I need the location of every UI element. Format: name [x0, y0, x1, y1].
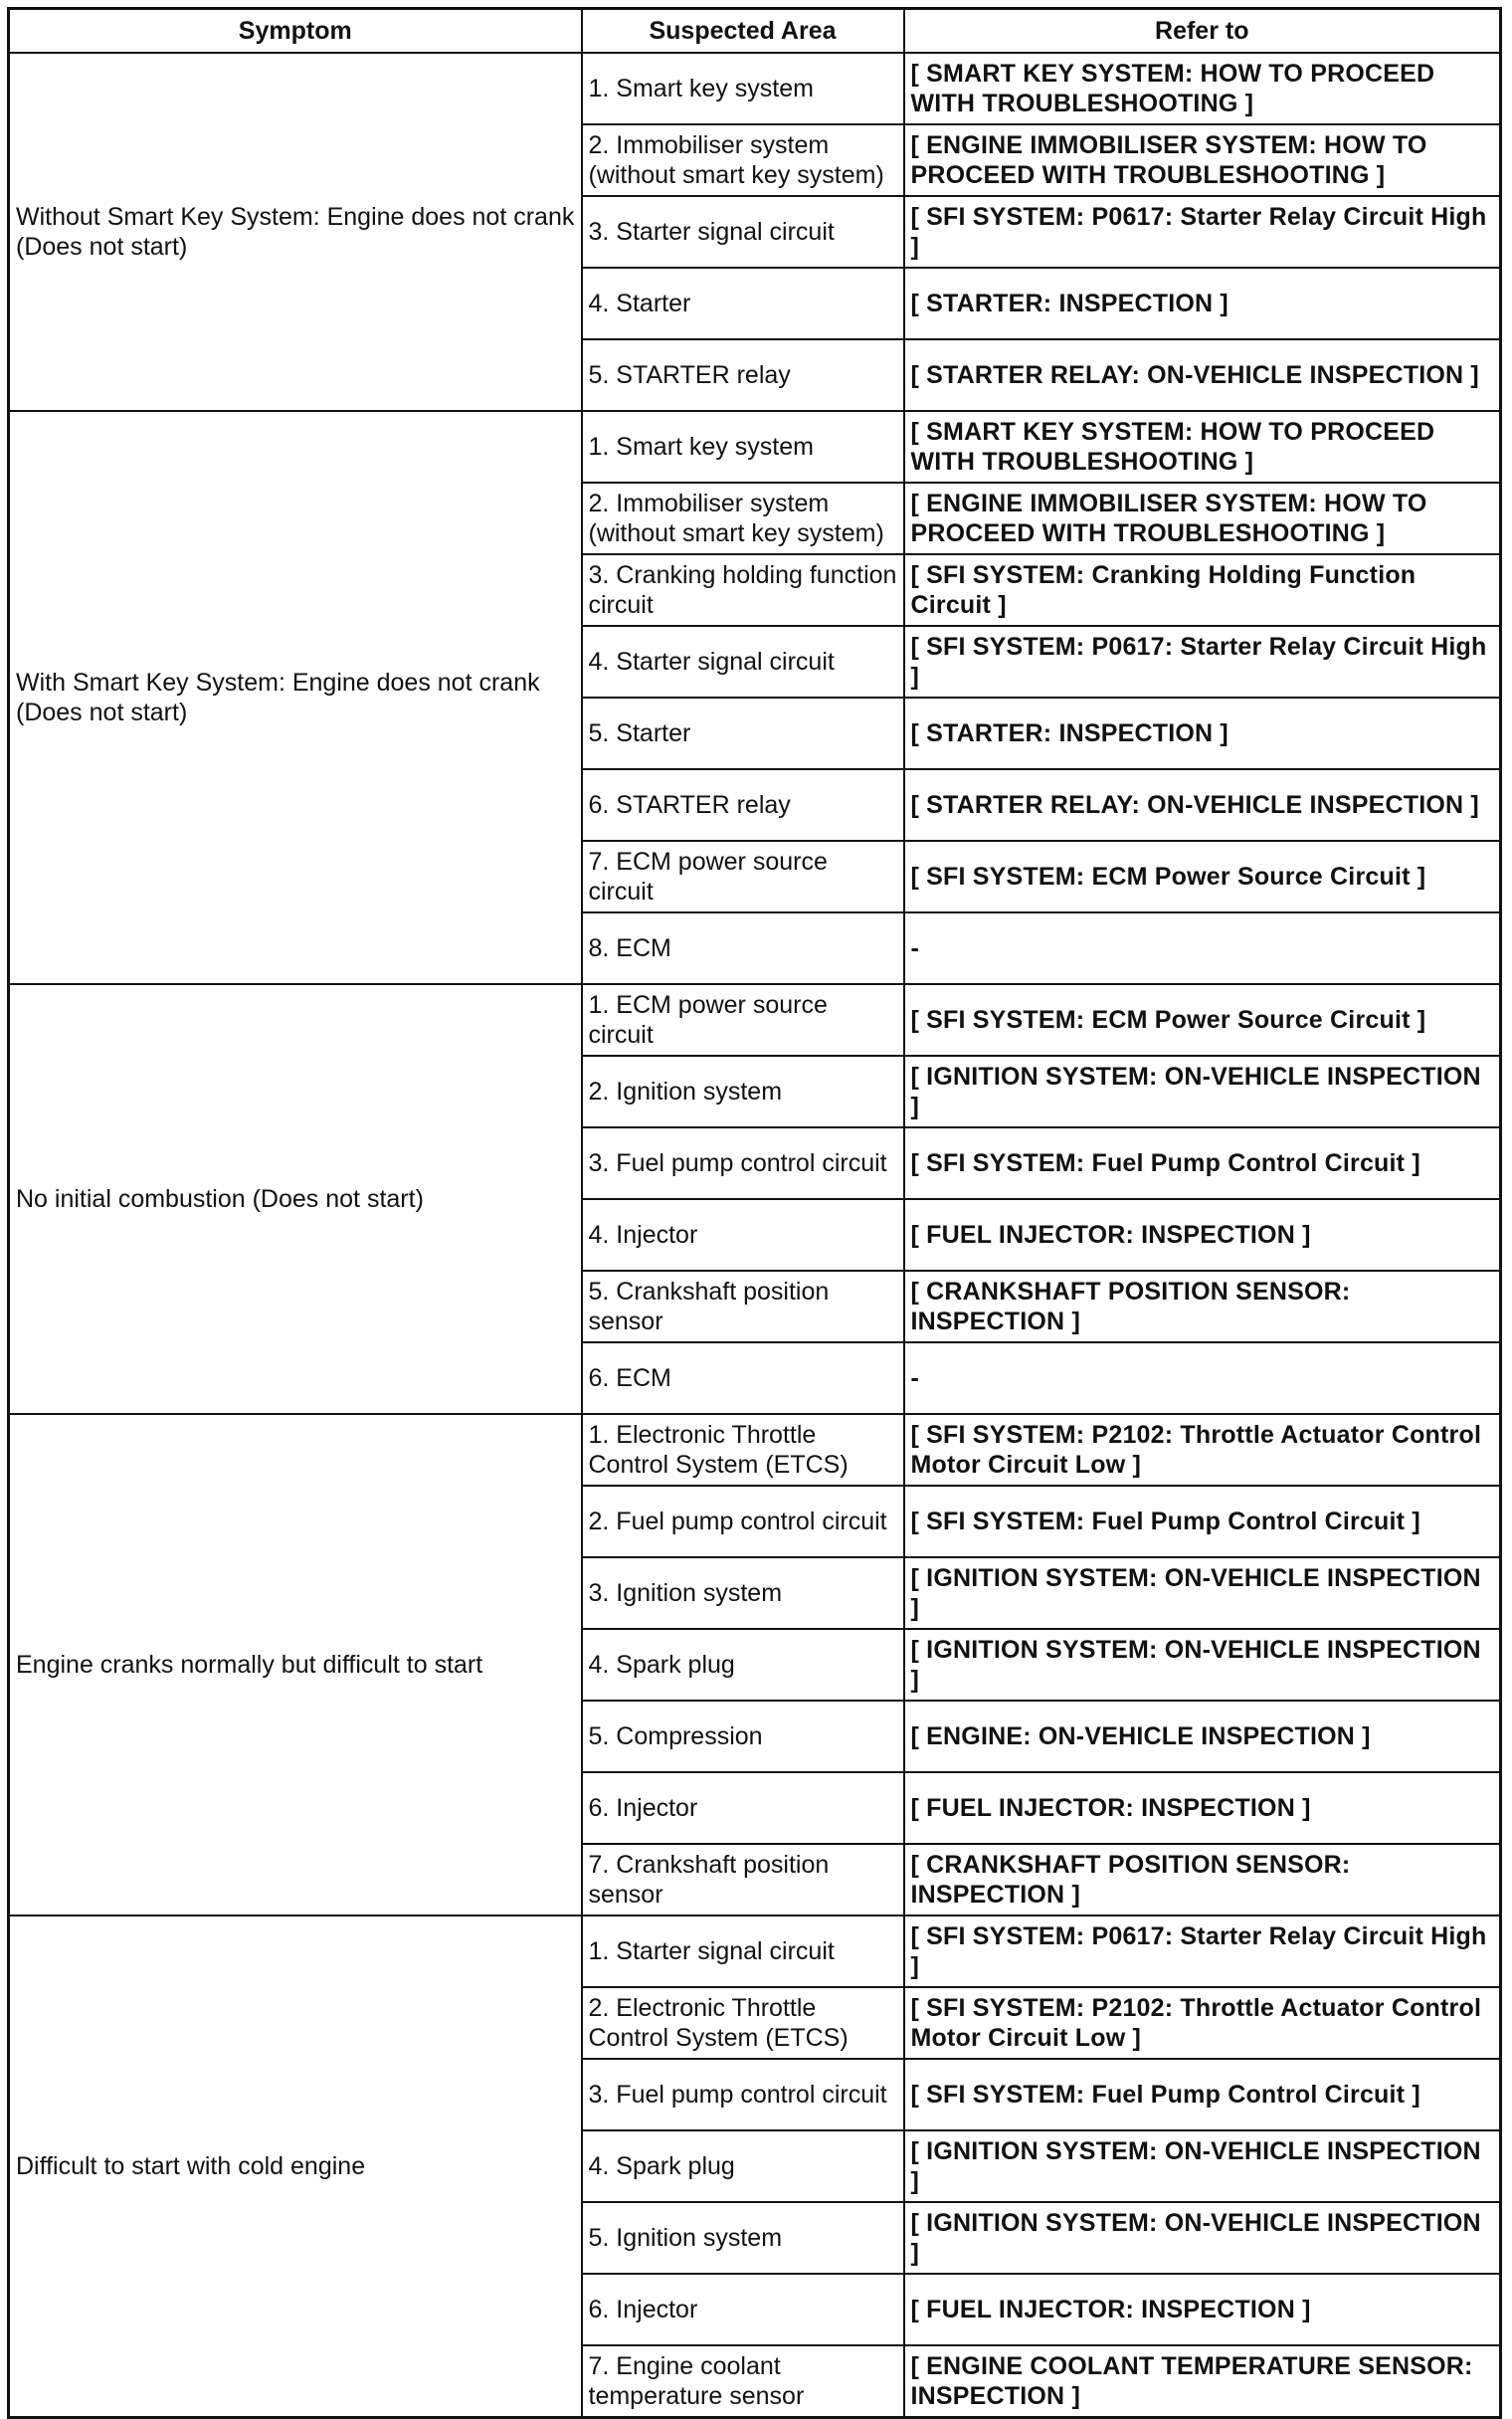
suspected-area-cell: 3. Fuel pump control circuit [582, 1127, 904, 1199]
suspected-area-cell: 3. Cranking holding function circuit [582, 554, 904, 626]
suspected-area-cell: 5. Compression [582, 1701, 904, 1772]
refer-to-cell: [ SFI SYSTEM: P0617: Starter Relay Circuit High ] [904, 626, 1501, 698]
suspected-area-cell: 1. ECM power source circuit [582, 984, 904, 1056]
suspected-area-cell: 3. Ignition system [582, 1557, 904, 1629]
symptom-cell: Difficult to start with cold engine [9, 1915, 582, 2418]
refer-to-cell: [ SFI SYSTEM: P2102: Throttle Actuator Control Motor Circuit Low ] [904, 1414, 1501, 1486]
refer-to-cell: [ SFI SYSTEM: ECM Power Source Circuit ] [904, 841, 1501, 912]
refer-to-cell: [ ENGINE COOLANT TEMPERATURE SENSOR: INSPECTION ] [904, 2345, 1501, 2418]
refer-to-cell: [ SFI SYSTEM: P2102: Throttle Actuator Control Motor Circuit Low ] [904, 1987, 1501, 2059]
suspected-area-cell: 2. Immobiliser system (without smart key system) [582, 483, 904, 554]
suspected-area-cell: 2. Electronic Throttle Control System (ETCS) [582, 1987, 904, 2059]
suspected-area-cell: 3. Starter signal circuit [582, 196, 904, 268]
refer-to-cell: [ IGNITION SYSTEM: ON-VEHICLE INSPECTION ] [904, 1056, 1501, 1127]
header-suspected-area: Suspected Area [582, 9, 904, 54]
refer-to-cell: [ SFI SYSTEM: Fuel Pump Control Circuit ] [904, 2059, 1501, 2130]
suspected-area-cell: 4. Starter signal circuit [582, 626, 904, 698]
table-body [9, 53, 1501, 2418]
suspected-area-cell: 2. Ignition system [582, 1056, 904, 1127]
suspected-area-cell: 1. Starter signal circuit [582, 1915, 904, 1987]
header-row [9, 9, 1501, 54]
suspected-area-cell: 7. Engine coolant temperature sensor [582, 2345, 904, 2418]
table-row [9, 53, 1501, 124]
refer-to-cell: [ CRANKSHAFT POSITION SENSOR: INSPECTION ] [904, 1844, 1501, 1915]
refer-to-cell: [ STARTER RELAY: ON-VEHICLE INSPECTION ] [904, 769, 1501, 841]
header-symptom: Symptom [9, 9, 582, 54]
refer-to-cell: [ IGNITION SYSTEM: ON-VEHICLE INSPECTION ] [904, 1629, 1501, 1701]
document-page [7, 7, 1499, 2419]
refer-to-cell: - [904, 912, 1501, 984]
refer-to-cell: [ CRANKSHAFT POSITION SENSOR: INSPECTION ] [904, 1271, 1501, 1342]
troubleshooting-table [7, 7, 1502, 2419]
suspected-area-cell: 4. Spark plug [582, 2130, 904, 2202]
refer-to-cell: [ IGNITION SYSTEM: ON-VEHICLE INSPECTION ] [904, 1557, 1501, 1629]
refer-to-cell: [ STARTER: INSPECTION ] [904, 698, 1501, 769]
refer-to-cell: [ SFI SYSTEM: Fuel Pump Control Circuit ] [904, 1486, 1501, 1557]
suspected-area-cell: 2. Fuel pump control circuit [582, 1486, 904, 1557]
suspected-area-cell: 8. ECM [582, 912, 904, 984]
refer-to-cell: [ FUEL INJECTOR: INSPECTION ] [904, 1199, 1501, 1271]
suspected-area-cell: 7. ECM power source circuit [582, 841, 904, 912]
symptom-cell: With Smart Key System: Engine does not crank (Does not start) [9, 411, 582, 984]
suspected-area-cell: 6. ECM [582, 1342, 904, 1414]
table-row [9, 411, 1501, 483]
table-header [9, 9, 1501, 54]
suspected-area-cell: 6. Injector [582, 1772, 904, 1844]
refer-to-cell: [ STARTER: INSPECTION ] [904, 268, 1501, 339]
suspected-area-cell: 4. Injector [582, 1199, 904, 1271]
refer-to-cell: [ IGNITION SYSTEM: ON-VEHICLE INSPECTION ] [904, 2202, 1501, 2274]
suspected-area-cell: 2. Immobiliser system (without smart key system) [582, 124, 904, 196]
header-refer-to: Refer to [904, 9, 1501, 54]
suspected-area-cell: 6. Injector [582, 2274, 904, 2345]
suspected-area-cell: 1. Electronic Throttle Control System (ETCS) [582, 1414, 904, 1486]
refer-to-cell: [ SFI SYSTEM: P0617: Starter Relay Circuit High ] [904, 1915, 1501, 1987]
suspected-area-cell: 5. STARTER relay [582, 339, 904, 411]
suspected-area-cell: 7. Crankshaft position sensor [582, 1844, 904, 1915]
refer-to-cell: [ STARTER RELAY: ON-VEHICLE INSPECTION ] [904, 339, 1501, 411]
refer-to-cell: [ SMART KEY SYSTEM: HOW TO PROCEED WITH TROUBLESHOOTING ] [904, 53, 1501, 124]
refer-to-cell: [ SFI SYSTEM: Cranking Holding Function Circuit ] [904, 554, 1501, 626]
refer-to-cell: [ SFI SYSTEM: Fuel Pump Control Circuit ] [904, 1127, 1501, 1199]
table-row [9, 984, 1501, 1056]
suspected-area-cell: 3. Fuel pump control circuit [582, 2059, 904, 2130]
symptom-cell: Engine cranks normally but difficult to start [9, 1414, 582, 1915]
refer-to-cell: [ SMART KEY SYSTEM: HOW TO PROCEED WITH TROUBLESHOOTING ] [904, 411, 1501, 483]
suspected-area-cell: 5. Ignition system [582, 2202, 904, 2274]
refer-to-cell: [ IGNITION SYSTEM: ON-VEHICLE INSPECTION ] [904, 2130, 1501, 2202]
refer-to-cell: - [904, 1342, 1501, 1414]
refer-to-cell: [ FUEL INJECTOR: INSPECTION ] [904, 2274, 1501, 2345]
symptom-cell: Without Smart Key System: Engine does not crank (Does not start) [9, 53, 582, 411]
refer-to-cell: [ ENGINE IMMOBILISER SYSTEM: HOW TO PROCEED WITH TROUBLESHOOTING ] [904, 124, 1501, 196]
symptom-cell: No initial combustion (Does not start) [9, 984, 582, 1414]
suspected-area-cell: 1. Smart key system [582, 53, 904, 124]
suspected-area-cell: 1. Smart key system [582, 411, 904, 483]
suspected-area-cell: 5. Crankshaft position sensor [582, 1271, 904, 1342]
suspected-area-cell: 5. Starter [582, 698, 904, 769]
refer-to-cell: [ FUEL INJECTOR: INSPECTION ] [904, 1772, 1501, 1844]
refer-to-cell: [ SFI SYSTEM: ECM Power Source Circuit ] [904, 984, 1501, 1056]
suspected-area-cell: 4. Spark plug [582, 1629, 904, 1701]
table-row [9, 1915, 1501, 1987]
refer-to-cell: [ SFI SYSTEM: P0617: Starter Relay Circuit High ] [904, 196, 1501, 268]
refer-to-cell: [ ENGINE: ON-VEHICLE INSPECTION ] [904, 1701, 1501, 1772]
suspected-area-cell: 4. Starter [582, 268, 904, 339]
suspected-area-cell: 6. STARTER relay [582, 769, 904, 841]
refer-to-cell: [ ENGINE IMMOBILISER SYSTEM: HOW TO PROCEED WITH TROUBLESHOOTING ] [904, 483, 1501, 554]
table-row [9, 1414, 1501, 1486]
